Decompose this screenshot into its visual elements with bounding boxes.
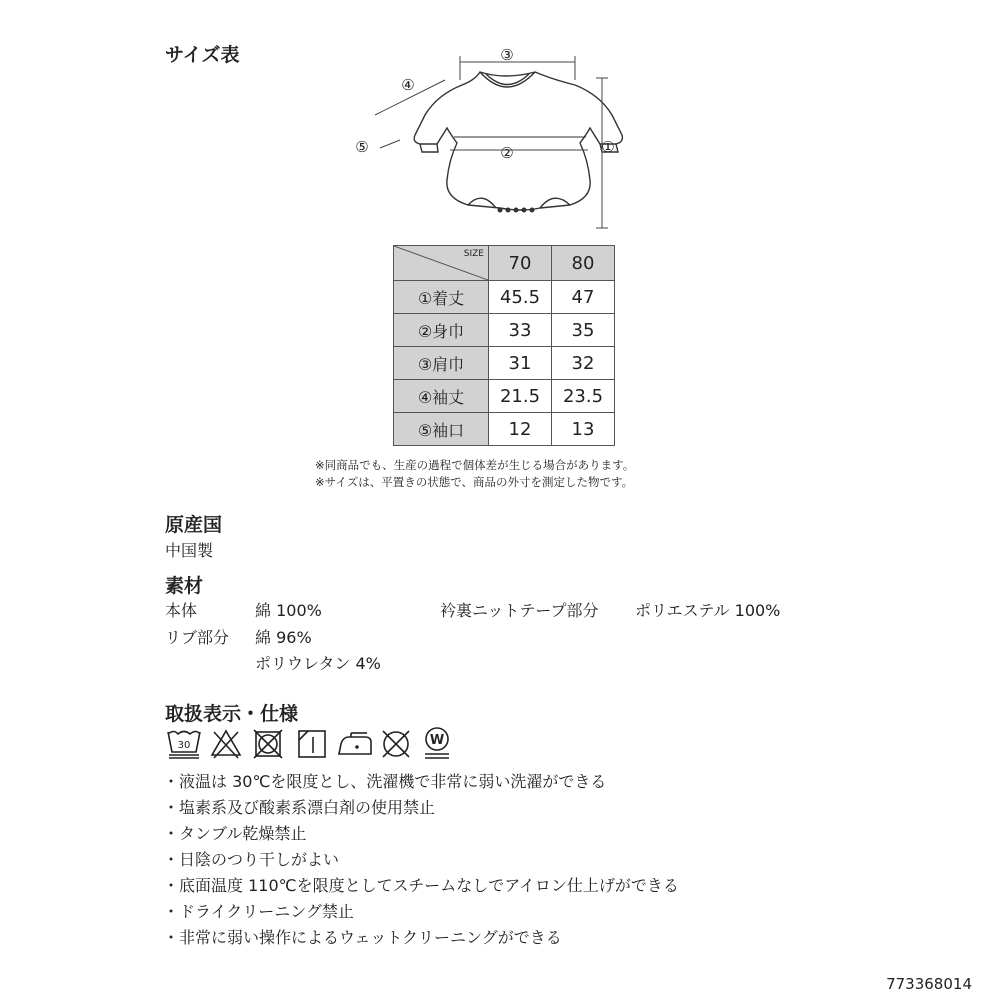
label-cuff: ⑤ xyxy=(355,138,369,156)
table-row xyxy=(394,314,615,347)
material-body-label: 本体 xyxy=(165,601,198,620)
origin-title: 原産国 xyxy=(165,514,223,536)
size-note: ※同商品でも、生産の過程で個体差が生じる場合があります。 xyxy=(315,458,635,472)
material-collar-label: 衿裏ニットテープ部分 xyxy=(440,601,599,620)
care-item: ・塩素系及び酸素系漂白剤の使用禁止 xyxy=(163,798,436,817)
material-rib-label: リブ部分 xyxy=(165,628,230,647)
material-collar-value: ポリエステル 100% xyxy=(635,601,781,620)
care-item: ・底面温度 110℃を限度としてスチームなしでアイロン仕上げができる xyxy=(163,876,679,895)
size-table xyxy=(393,245,615,446)
table-row xyxy=(394,413,615,446)
care-title: 取扱表示・仕様 xyxy=(165,703,299,725)
care-item: ・タンブル乾燥禁止 xyxy=(163,824,307,843)
row-header: ②身巾 xyxy=(394,314,489,347)
table-row xyxy=(394,380,615,413)
material-body-value: 綿 100% xyxy=(255,601,322,620)
origin-value: 中国製 xyxy=(165,541,214,560)
no-tumble-dry-icon xyxy=(252,728,284,760)
wash-30-gentle-icon xyxy=(166,728,202,760)
column-header: 70 xyxy=(489,246,552,281)
product-code: 773368014 xyxy=(886,975,972,993)
row-header: ①着丈 xyxy=(394,281,489,314)
svg-text:30: 30 xyxy=(177,740,191,751)
care-item: ・非常に弱い操作によるウェットクリーニングができる xyxy=(163,928,562,947)
label-shoulder: ③ xyxy=(500,46,514,64)
table-cell: 33 xyxy=(489,314,552,347)
column-header: 80 xyxy=(552,246,615,281)
care-item: ・日陰のつり干しがよい xyxy=(163,850,340,869)
table-cell: 13 xyxy=(552,413,615,446)
table-row xyxy=(394,347,615,380)
label-sleeve: ④ xyxy=(401,76,415,94)
svg-text:W: W xyxy=(429,733,445,748)
care-item: ・液温は 30℃を限度とし、洗濯機で非常に弱い洗濯ができる xyxy=(163,772,607,791)
table-cell: 21.5 xyxy=(489,380,552,413)
table-cell: 35 xyxy=(552,314,615,347)
line-dry-shade-icon xyxy=(296,728,328,760)
no-bleach-icon xyxy=(210,728,242,760)
table-cell: 32 xyxy=(552,347,615,380)
table-cell: 47 xyxy=(552,281,615,314)
material-rib-value: 綿 96% xyxy=(255,628,312,647)
table-cell: 45.5 xyxy=(489,281,552,314)
corner-label: SIZE xyxy=(463,249,484,259)
care-item: ・ドライクリーニング禁止 xyxy=(163,902,354,921)
row-header: ⑤袖口 xyxy=(394,413,489,446)
no-dry-clean-icon xyxy=(380,728,412,760)
table-cell: 23.5 xyxy=(552,380,615,413)
size-title: サイズ表 xyxy=(165,44,240,66)
table-cell: 12 xyxy=(489,413,552,446)
row-header: ④袖丈 xyxy=(394,380,489,413)
material-title: 素材 xyxy=(165,575,204,597)
table-corner xyxy=(394,246,489,281)
material-rib-value: ポリウレタン 4% xyxy=(255,654,381,673)
size-note: ※サイズは、平置きの状態で、商品の外寸を測定した物です。 xyxy=(315,475,634,489)
label-length: ① xyxy=(601,138,615,156)
row-header: ③肩巾 xyxy=(394,347,489,380)
garment-diagram xyxy=(350,40,640,240)
table-cell: 31 xyxy=(489,347,552,380)
wet-clean-gentle-icon xyxy=(422,725,452,761)
label-body-width: ② xyxy=(500,144,514,162)
table-row xyxy=(394,281,615,314)
iron-low-icon xyxy=(337,728,373,760)
